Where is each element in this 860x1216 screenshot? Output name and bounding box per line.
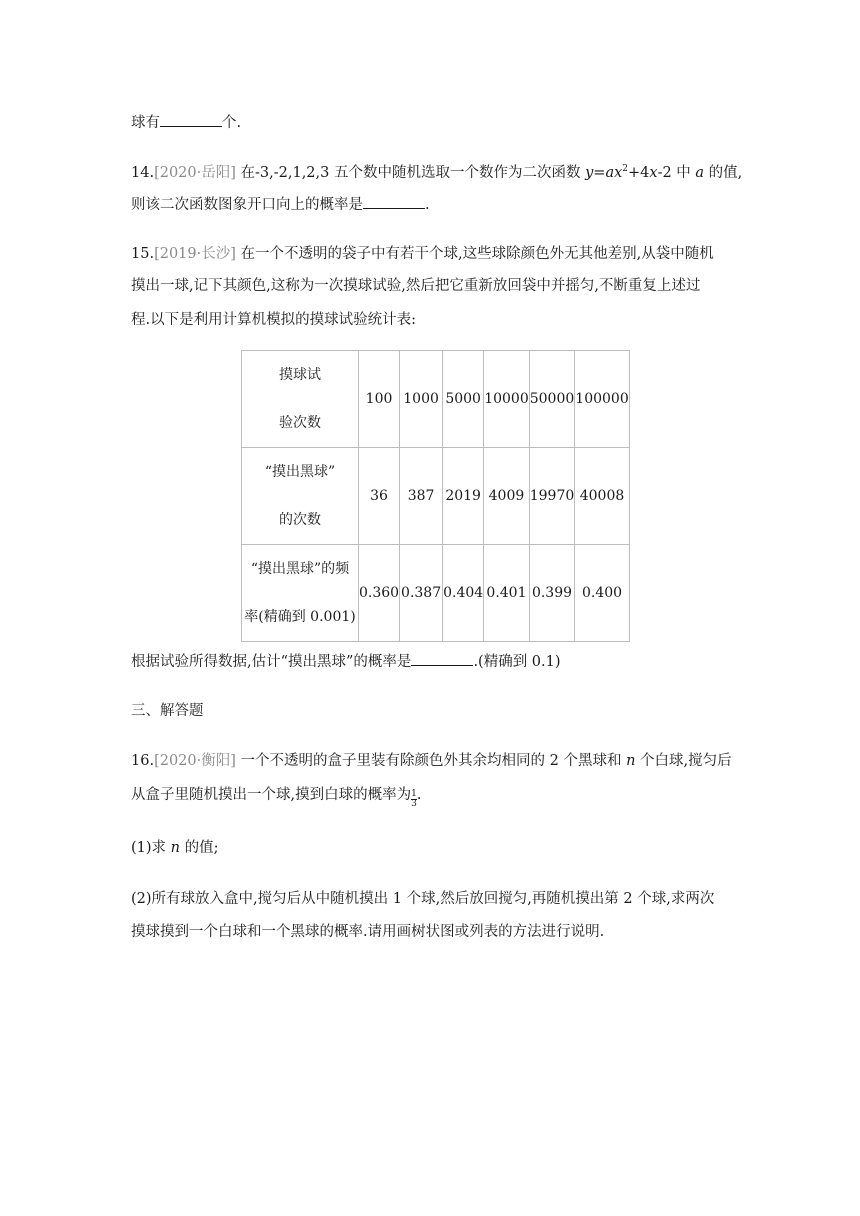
answer-blank [363,194,425,209]
q14-source: [2020·岳阳] [154,165,236,181]
section-heading: 三、解答题 [131,703,204,719]
q14-number: 14. [131,165,155,181]
table-cell: 2019 [443,448,484,545]
q16-source: [2020·衡阳] [154,753,236,769]
q15-number: 15. [131,246,155,262]
table-cell: 36 [359,448,400,545]
table-row-frequencies [242,545,630,642]
fraction-numerator: 1 [411,789,417,799]
row-header-line: 的次数 [279,512,321,528]
q15-after-text: 根据试验所得数据,估计“摸出黑球”的概率是 [131,654,412,670]
q14-line2-text: 则该二次函数图象开口向上的概率是 [131,197,363,213]
q15-text-1: 在一个不透明的袋子中有若干个球,这些球除颜色外无其他差别,从袋中随机 [235,246,714,262]
q16-part-2-line-2: 摸球摸到一个白球和一个黑球的概率.请用画树状图或列表的方法进行说明. [131,924,605,940]
answer-blank [160,112,222,127]
table-cell: 0.360 [359,545,400,642]
q16-line-2 [131,785,421,809]
exponent: 2 [622,164,629,174]
q13-tail-suffix: 个. [222,115,242,131]
q14-line-1 [131,163,742,183]
q15-after-end: .(精确到 0.1) [473,654,561,670]
q16-number: 16. [131,753,155,769]
table-cell: 0.387 [400,545,443,642]
q15-line-3: 程.以下是利用计算机模拟的摸球试验统计表: [131,312,416,328]
table-cell: 19970 [529,448,575,545]
row-header-line: 摸球试 [279,367,321,383]
table-cell: 1000 [400,351,443,448]
var-a: a [695,165,705,181]
table-cell: 10000 [484,351,530,448]
trial-stats-table [241,350,630,642]
q15-after-table [131,651,561,672]
q16-text-2-end: . [416,787,422,803]
table-cell: 0.401 [484,545,530,642]
q16-text-1a: 一个不透明的盒子里装有除颜色外其余均相同的 2 个黑球和 [235,753,627,769]
table-cell: 4009 [484,448,530,545]
q14-text-end: 的值, [704,165,743,181]
plus-4: +4 [628,165,650,181]
row-header-line: 率(精确到 0.001) [244,609,356,625]
q15-source: [2019·长沙] [154,246,236,262]
q16-part-1 [131,838,219,858]
table-row-trials [242,351,630,448]
var-n: n [170,840,180,856]
q16-part1-end: 的值; [180,840,219,856]
table-row-black-counts [242,448,630,545]
q15-line-2: 摸出一球,记下其颜色,这称为一次摸球试验,然后把它重新放回袋中并摇匀,不断重复上述过 [131,278,701,294]
row-header-line: 验次数 [279,415,321,431]
row-header-frequencies [242,545,359,642]
table-cell: 50000 [529,351,575,448]
table-cell: 0.404 [443,545,484,642]
table-cell: 40008 [575,448,629,545]
table-cell: 100000 [575,351,629,448]
row-header-black-counts [242,448,359,545]
q13-tail-prefix: 球有 [131,115,160,131]
q16-line-1 [131,751,732,771]
q14-text: 在-3,-2,1,2,3 五个数中随机选取一个数作为二次函数 [235,165,586,181]
q16-part-2-line-1: (2)所有球放入盒中,搅匀后从中随机摸出 1 个球,然后放回搅匀,再随机摸出第 2 个球,求两次 [131,891,715,907]
table-cell: 387 [400,448,443,545]
var-y: y [585,165,594,181]
q15-line-1 [131,244,714,264]
fraction-denominator: 3 [411,799,417,809]
q16-part1-text: (1)求 [131,840,171,856]
minus-2: -2 中 [657,165,696,181]
var-x: x [649,165,658,181]
row-header-line: “摸出黑球”的频 [250,561,350,577]
q14-line2-end: . [425,197,430,213]
table-cell: 5000 [443,351,484,448]
q14-line-2 [131,194,430,215]
answer-blank [411,651,473,666]
row-header-line: “摸出黑球” [264,464,336,480]
equals: = [593,165,606,181]
row-header-trials [242,351,359,448]
var-n: n [626,753,636,769]
q13-tail-line [131,112,241,133]
table-cell: 0.399 [529,545,575,642]
table-cell: 100 [359,351,400,448]
var-ax: ax [605,165,623,181]
q16-text-1b: 个白球,搅匀后 [635,753,732,769]
q16-text-2: 从盒子里随机摸出一个球,摸到白球的概率为 [131,787,412,803]
table-cell: 0.400 [575,545,629,642]
